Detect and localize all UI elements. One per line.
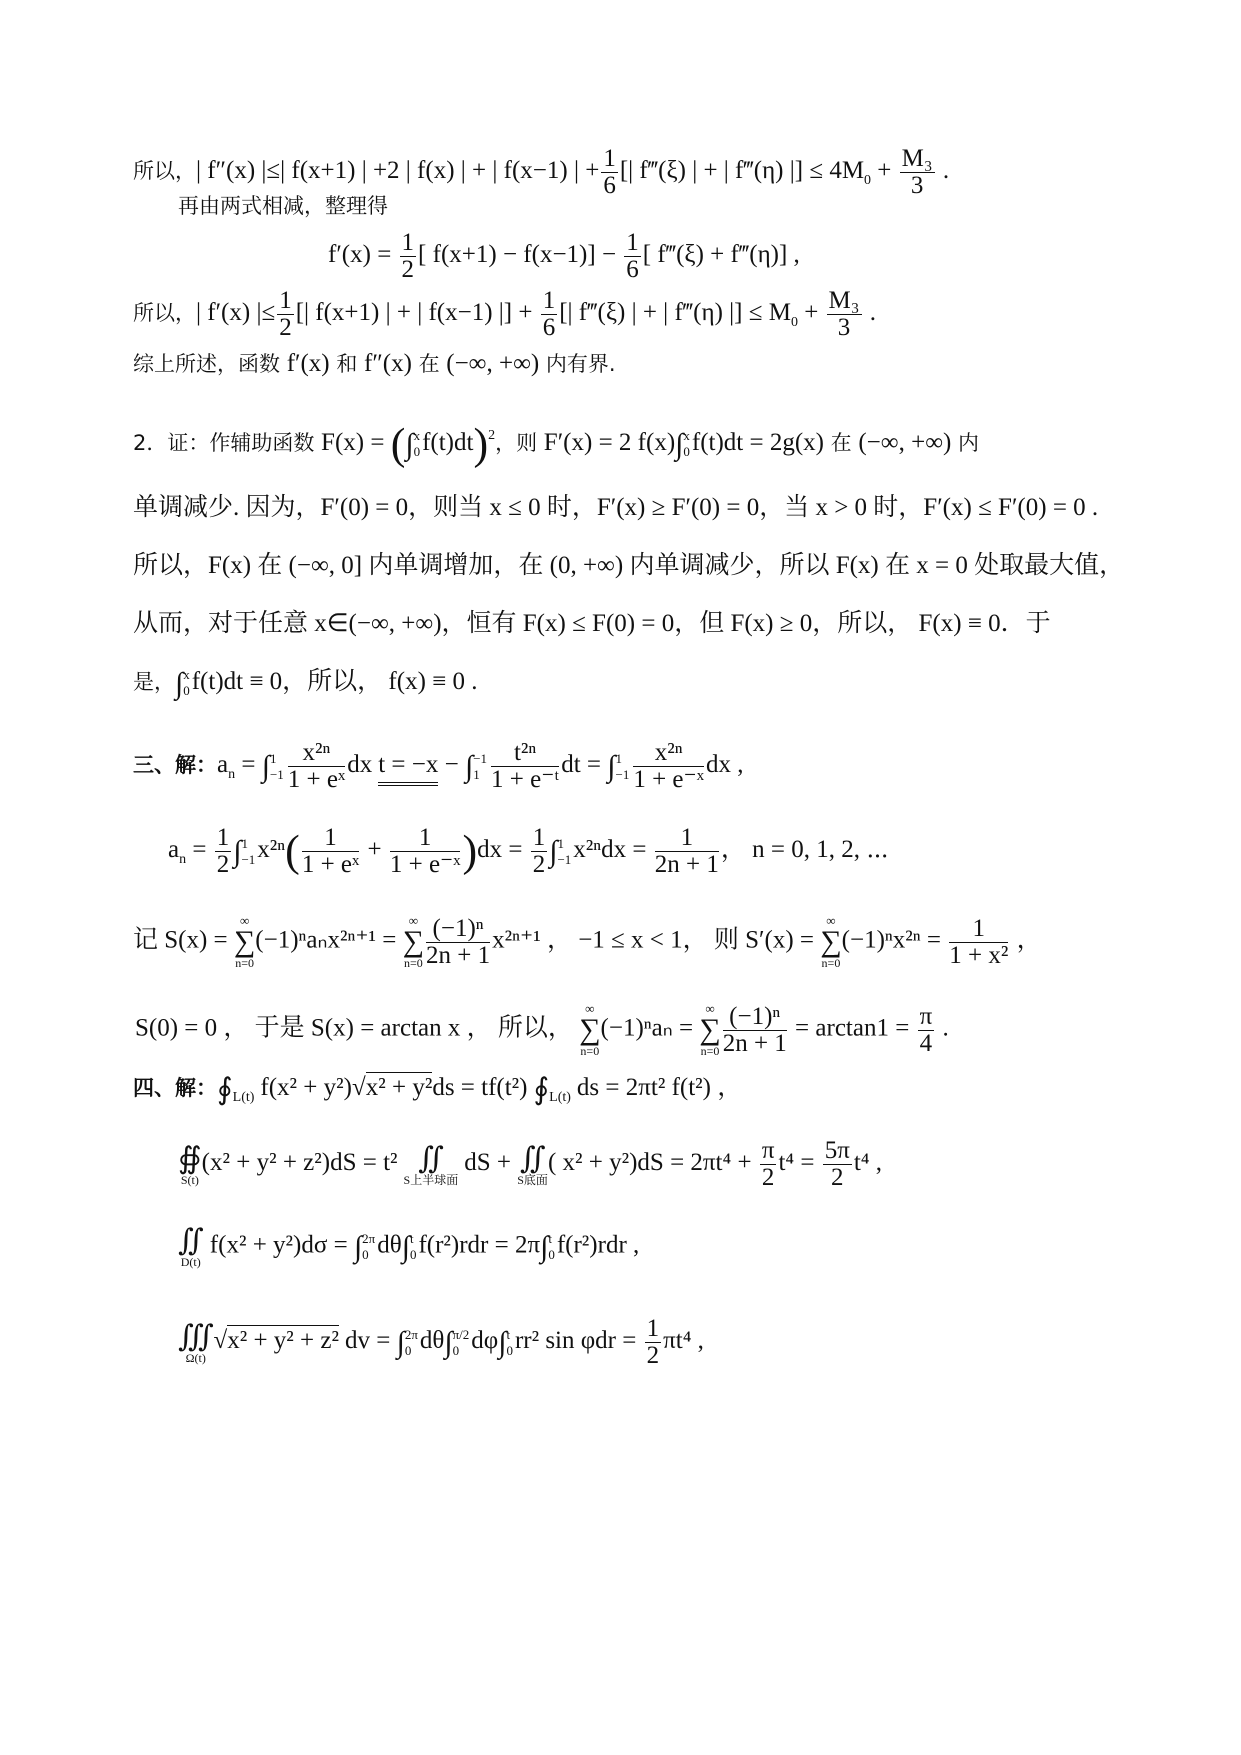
formula: F′(x) = 2 f(x) (543, 429, 676, 456)
region-label: Ω(t) (185, 1350, 206, 1365)
line-max-value: 所以，F(x) 在 (−∞, 0] 内单调增加，在 (0, +∞) 内单调减少，所以 F(x) 在 x = 0 处取最大值， (133, 552, 1125, 579)
integral-limits (183, 667, 190, 699)
line-monotone-decreasing: 单调减少. 因为，F′(0) = 0，则当 x ≤ 0 时，F′(x) ≥ F′(0) = 0，当 x > 0 时，F′(x) ≤ F′(0) = 0 . (133, 494, 1099, 521)
formula: f(r²)rdr = 2π (418, 1231, 541, 1259)
sum-upper: ∞ (585, 1001, 595, 1016)
lower-limit: 0 (506, 1342, 513, 1358)
lower-limit: L(t) (232, 1090, 255, 1105)
line-an-result (168, 825, 889, 878)
integral-limits (683, 428, 690, 460)
fraction (531, 825, 548, 878)
fraction (491, 740, 559, 793)
formula: + (361, 836, 388, 864)
section-heading: 三、解： (133, 753, 217, 778)
denominator: 1 + e⁻ˣ (633, 766, 704, 793)
formula: f(x² + y²)dσ = (203, 1231, 354, 1259)
integral-sign-icon: ∫ (540, 1230, 549, 1264)
lower-limit: 0 (183, 683, 190, 699)
left-paren: ( (285, 826, 300, 876)
integral-sign-icon: ∫ (498, 1326, 507, 1360)
text: 是， (133, 670, 175, 694)
lower-limit: 0 (409, 1247, 417, 1262)
formula: ， n = 0, 1, 2, ⋯ (720, 836, 889, 864)
line-double-integral (178, 1226, 639, 1268)
fraction (426, 916, 490, 969)
formula: dθ (419, 1327, 445, 1355)
formula: (−1)ⁿaₙx²ⁿ⁺¹ = (255, 926, 403, 954)
formula: x²ⁿ⁺¹ ， −1 ≤ x < 1， 则 S′(x) = (492, 926, 821, 954)
left-paren: ( (390, 419, 406, 469)
formula: F(x) = (321, 429, 391, 456)
integral-sign-icon: ∫ (464, 750, 474, 784)
numerator: π (761, 1137, 775, 1164)
formula: t⁴ , (853, 1149, 883, 1177)
integral-limits (557, 836, 571, 868)
upper-limit: 1 (557, 835, 564, 851)
sum-upper: ∞ (239, 913, 250, 928)
integral-sign-icon: ∫ (175, 667, 184, 700)
denominator: 2 (279, 314, 292, 341)
line-arctan-result (135, 1003, 949, 1057)
surface-integral (517, 1141, 548, 1187)
formula: [| f‴(ξ) | + | f‴(η) |] ≤ 4M (619, 157, 865, 185)
numerator: 1 (279, 287, 292, 314)
substitution: t = −x (378, 749, 438, 786)
upper-limit: x (183, 667, 190, 683)
lower-limit: 0 (404, 1342, 412, 1358)
fraction (645, 1316, 662, 1369)
summation (234, 915, 255, 969)
formula: (−∞, +∞) (858, 429, 952, 456)
text: 在 (824, 431, 859, 455)
fraction (723, 1004, 787, 1057)
line-conclusion-f-zero (133, 666, 478, 700)
denominator: 4 (919, 1029, 933, 1057)
numerator: 1 (646, 1315, 660, 1342)
fraction (900, 146, 935, 199)
superscript: 2 (488, 428, 496, 443)
line-triple-integral (178, 1316, 704, 1369)
text: 综上所述，函数 (133, 352, 287, 376)
double-integral (178, 1226, 204, 1268)
summation (403, 915, 424, 969)
formula: πt⁴ , (663, 1327, 704, 1355)
line-identically-zero: 从而，对于任意 x∈(−∞, +∞)，恒有 F(x) ≤ F(0) = 0，但 F(x) ≥ 0，所以， F(x) ≡ 0．于 (133, 610, 1051, 637)
denominator: 2 (761, 1164, 775, 1191)
fraction (918, 1004, 935, 1057)
contour-integral-icon: ∮ (217, 1073, 233, 1106)
denominator: 2n + 1 (654, 851, 719, 878)
denominator: 2 (532, 851, 546, 878)
numerator: M₃ (828, 287, 860, 314)
subscript: n (228, 767, 236, 783)
formula: | f″(x) |≤| f(x+1) | +2 | f(x) | + | f(x−1) | + (196, 157, 600, 185)
line-series-s (133, 915, 1042, 969)
lower-limit: 0 (683, 444, 690, 460)
subscript: 0 (790, 315, 798, 331)
lower-limit: 0 (548, 1247, 555, 1262)
double-integral-icon: ∬ (519, 1141, 546, 1175)
fraction (541, 288, 558, 341)
integral-limits (410, 1231, 417, 1263)
sum-lower: n=0 (700, 1044, 720, 1058)
lower-limit: 0 (362, 1247, 369, 1262)
upper-limit: t (506, 1326, 511, 1342)
text: 和 (329, 352, 364, 376)
formula: f(t)dt = 2g(x) (691, 429, 824, 456)
upper-limit: −1 (473, 750, 488, 766)
formula: + (797, 299, 825, 327)
numerator: 1 (390, 825, 461, 852)
triple-integral-icon: ∭ (178, 1319, 214, 1353)
numerator: x²ⁿ (288, 740, 345, 767)
formula: ds = tf(t²) (432, 1074, 528, 1101)
denominator: 3 (837, 314, 851, 341)
upper-limit: 1 (241, 835, 248, 851)
upper-limit: t (548, 1231, 552, 1246)
sigma-icon: ∑ (233, 925, 256, 958)
summation (820, 915, 841, 969)
formula: − (438, 751, 465, 779)
right-paren: ) (462, 826, 478, 876)
surface-integral (178, 1141, 202, 1187)
integral-limits (453, 1327, 470, 1359)
integral-sign-icon: ∫ (607, 750, 616, 784)
formula: . (863, 299, 876, 327)
summation (579, 1003, 600, 1057)
formula: x²ⁿdx = (573, 836, 653, 864)
integral-limits (548, 1231, 555, 1263)
formula: + (871, 157, 898, 185)
denominator: 1 + eˣ (301, 851, 360, 878)
formula: dθ (377, 1231, 402, 1259)
text: 所以， (133, 159, 196, 184)
subscript: 0 (864, 173, 872, 189)
formula: f(t)dt ≡ 0，所以， f(x) ≡ 0 . (191, 668, 478, 695)
upper-limit: 1 (615, 750, 622, 766)
fraction (949, 916, 1008, 969)
formula: f(x² + y²) (260, 1074, 352, 1101)
region-label: S(t) (180, 1172, 199, 1187)
formula: 记 S(x) = (133, 926, 234, 954)
denominator: 2 (646, 1342, 660, 1369)
integral-limits (270, 751, 284, 783)
line-problem-4-start (133, 1072, 742, 1114)
numerator: 1 (216, 824, 230, 851)
formula: f′(x) = (328, 241, 398, 269)
fraction (823, 1138, 852, 1191)
integral-limits (615, 751, 629, 783)
numerator: π (919, 1002, 933, 1030)
formula: = arctan1 = (788, 1014, 916, 1042)
upper-limit: 2π (362, 1231, 376, 1246)
formula: dS + (464, 1149, 518, 1177)
denominator: 2 (401, 256, 415, 283)
formula: x²ⁿ (257, 836, 286, 864)
integral-sign-icon: ∫ (549, 835, 558, 869)
text: 所以， (133, 301, 196, 326)
numerator: 5π (824, 1137, 850, 1164)
formula: . (936, 1014, 949, 1042)
formula: = (235, 751, 262, 779)
numerator: 1 (542, 287, 556, 314)
denominator: 1 + e⁻ˣ (389, 851, 461, 878)
integral-limits (473, 751, 487, 783)
formula: a (168, 836, 180, 864)
numerator: t²ⁿ (491, 740, 559, 767)
sigma-icon: ∑ (820, 925, 842, 958)
formula: = (186, 836, 213, 864)
integral-sign-icon: ∫ (405, 428, 414, 461)
numerator: 1 (949, 916, 1008, 943)
fraction (760, 1138, 777, 1191)
fraction (400, 230, 417, 283)
integral-sign-icon: ∫ (401, 1230, 410, 1264)
double-integral-icon: ∬ (178, 1224, 204, 1257)
sqrt-icon: √ (213, 1327, 228, 1355)
double-integral-icon: ∬ (418, 1141, 444, 1175)
sigma-icon: ∑ (402, 925, 425, 958)
text: 在 (411, 352, 447, 376)
surface-integral (403, 1141, 459, 1187)
denominator: 6 (626, 256, 639, 283)
fraction (288, 740, 345, 793)
region-label: D(t) (180, 1255, 201, 1269)
formula: S(0) = 0 ， 于是 S(x) = arctan x ， 所以， (135, 1014, 580, 1042)
formula: dφ (471, 1327, 499, 1355)
line-subtract: 再由两式相减，整理得 (178, 194, 388, 218)
numerator: (−1)ⁿ (723, 1004, 787, 1031)
sum-upper: ∞ (408, 913, 418, 928)
upper-limit: x (683, 428, 690, 444)
lower-limit: 0 (413, 444, 421, 460)
lower-limit: −1 (241, 851, 256, 867)
sum-upper: ∞ (826, 913, 836, 928)
lower-limit: −1 (557, 851, 572, 867)
integral-sign-icon: ∫ (396, 1326, 405, 1360)
denominator: 2 (831, 1164, 844, 1191)
formula: rr² sin φdr = (514, 1327, 643, 1355)
upper-limit: 1 (269, 750, 277, 766)
numerator: 1 (532, 824, 546, 851)
formula: a (217, 751, 229, 779)
integral-limits (405, 1327, 418, 1359)
numerator: M₃ (901, 145, 933, 172)
integral-sign-icon: ∫ (353, 1230, 363, 1264)
upper-limit: 2π (404, 1326, 418, 1342)
formula: dt = (561, 751, 608, 779)
fraction (215, 825, 232, 878)
formula: ( x² + y²)dS = 2πt⁴ + (547, 1149, 758, 1177)
closed-surface-integral-icon: ∯ (178, 1141, 202, 1175)
lower-limit: −1 (615, 766, 630, 782)
integral-sign-icon: ∫ (261, 750, 270, 784)
numerator: 1 (302, 825, 359, 852)
lower-limit: −1 (269, 766, 284, 782)
subscript: n (179, 852, 187, 868)
radicand: x² + y² + z² (227, 1327, 339, 1355)
summation (699, 1003, 720, 1057)
right-paren: ) (473, 419, 489, 469)
denominator: 1 + e⁻ᵗ (491, 766, 560, 793)
formula: f′(x) (286, 350, 330, 377)
numerator: x²ⁿ (633, 740, 704, 767)
formula: [ f‴(ξ) + f‴(η)] , (642, 241, 800, 269)
integral-limits (506, 1327, 513, 1359)
sigma-icon: ∑ (699, 1013, 721, 1046)
section-heading: 四、解： (133, 1076, 217, 1100)
sum-lower: n=0 (403, 956, 423, 970)
denominator: 2 (216, 851, 230, 878)
sum-lower: n=0 (235, 956, 254, 970)
fraction (827, 288, 862, 341)
fraction (601, 146, 618, 199)
denominator: 6 (542, 314, 556, 341)
formula: (−1)ⁿaₙ = (600, 1014, 700, 1042)
formula: [| f(x+1) | + | f(x−1) |] + (295, 299, 539, 327)
fraction (277, 288, 294, 341)
fraction (390, 825, 461, 878)
formula: [ f(x+1) − f(x−1)] − (418, 241, 623, 269)
line-f-prime-formula (328, 230, 800, 283)
formula: t⁴ = (778, 1149, 821, 1177)
formula: dx = (477, 836, 529, 864)
line-bound-f-prime (133, 288, 876, 341)
integral-limits (241, 836, 255, 868)
formula: (−∞, +∞) (446, 350, 540, 377)
fraction (655, 825, 719, 878)
formula: . (936, 157, 950, 185)
numerator: 1 (626, 229, 639, 256)
formula: dx (347, 751, 373, 779)
fraction (624, 230, 641, 283)
denominator: 2n + 1 (722, 1029, 787, 1057)
formula: f″(x) (364, 350, 412, 377)
numerator: 1 (603, 145, 616, 172)
triple-integral (178, 1319, 214, 1365)
denominator: 6 (603, 172, 616, 199)
line-problem-3-start (133, 740, 743, 793)
sum-lower: n=0 (580, 1044, 600, 1058)
fraction (302, 825, 359, 878)
radicand: x² + y² (365, 1074, 433, 1101)
formula: dx , (705, 751, 744, 779)
formula: | f′(x) |≤ (196, 299, 276, 327)
formula: f(t)dt (422, 429, 474, 456)
integral-sign-icon: ∫ (444, 1326, 453, 1360)
sum-upper: ∞ (705, 1001, 715, 1016)
line-conclusion-bounded (133, 348, 616, 380)
region-label: S上半球面 (403, 1172, 459, 1187)
numerator: 1 (401, 229, 415, 256)
lower-limit: 1 (473, 766, 480, 782)
denominator: 3 (910, 172, 924, 199)
sum-lower: n=0 (821, 956, 841, 970)
text: 内 (951, 431, 980, 455)
formula: f(r²)rdr , (556, 1231, 640, 1259)
lower-limit: 0 (452, 1342, 460, 1358)
contour-integral-icon: ∮ (533, 1073, 550, 1106)
numerator: 1 (655, 825, 719, 852)
lower-limit: L(t) (549, 1090, 571, 1105)
formula: ， (1010, 926, 1042, 954)
fraction (633, 740, 704, 793)
integral-sign-icon: ∫ (675, 428, 684, 461)
upper-limit: π/2 (452, 1326, 470, 1342)
formula: [| f‴(ξ) | + | f‴(η) |] ≤ M (559, 299, 791, 327)
denominator: 2n + 1 (426, 941, 491, 969)
integral-limits (414, 428, 421, 460)
upper-limit: x (413, 428, 421, 444)
formula: (x² + y² + z²)dS = t² (201, 1149, 398, 1177)
formula: (−1)ⁿx²ⁿ = (841, 926, 948, 954)
integral-sign-icon: ∫ (233, 835, 242, 869)
numerator: (−1)ⁿ (426, 916, 490, 943)
line-surface-integral (178, 1138, 882, 1191)
region-label: S底面 (517, 1172, 548, 1187)
sqrt-icon: √ (351, 1074, 366, 1101)
line-problem-2-start (133, 419, 980, 469)
text: ，则 (495, 431, 544, 455)
integral-limits (362, 1231, 375, 1263)
formula: ds = 2πt² f(t²) ， (576, 1074, 743, 1101)
denominator: 1 + eˣ (287, 766, 346, 793)
upper-limit: t (409, 1231, 414, 1246)
formula: dv = (344, 1327, 397, 1355)
denominator: 1 + x² (949, 941, 1009, 969)
text: 内有界. (539, 352, 616, 376)
sigma-icon: ∑ (579, 1013, 601, 1046)
section-heading: 2．证：作辅助函数 (133, 431, 322, 455)
